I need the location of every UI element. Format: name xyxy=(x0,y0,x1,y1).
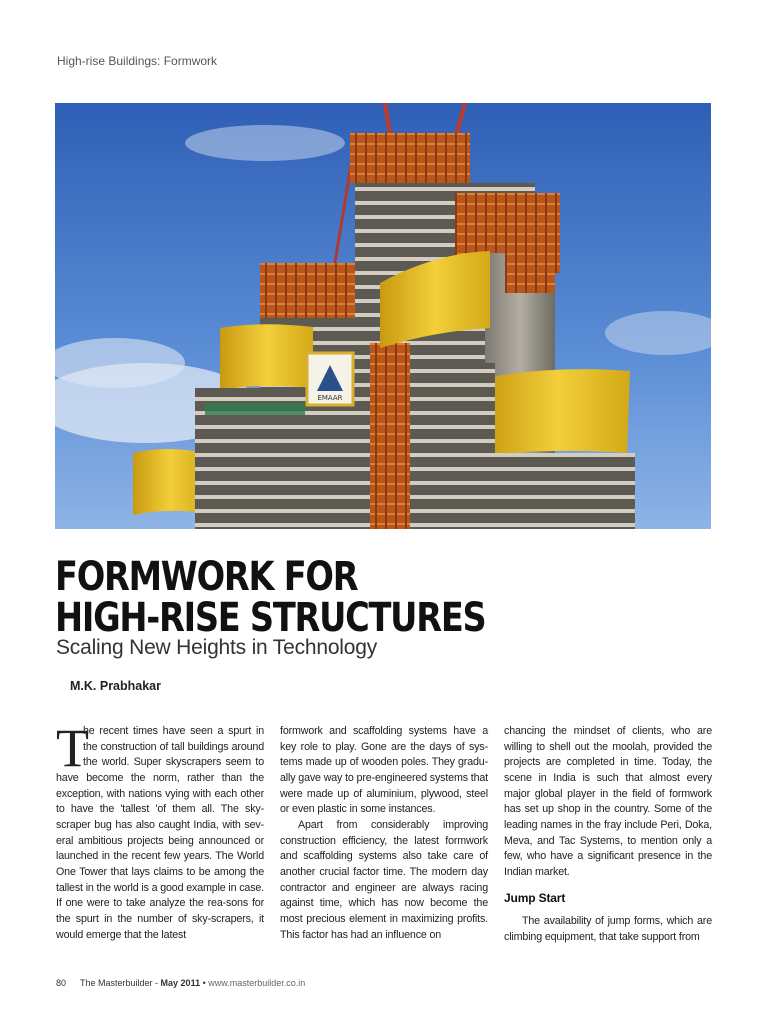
body-column-1 xyxy=(56,718,265,943)
section-label: High-rise Buildings: Formwork xyxy=(57,54,218,68)
paragraph: formwork and scaffolding systems have a key role to play. Gone are the days of sys-tems made up of wooden poles. They gradu-ally gave way to pre-engineered systems that were made up of aluminium, plywood, steel or even plastic in some instances. xyxy=(280,725,488,816)
paragraph: chancing the mindset of clients, who are willing to shell out the moolah, provided the projects are completed in time. Today, the scene in India is such that almost every major global player in the field of formwork has set up shop in the country. Some of the leading names in the fray include Peri, Doka, Meva, and Tac Systems, to mention only a few, who have a significant presence in the Indian market. xyxy=(504,725,712,878)
construction-tower-photo xyxy=(55,103,711,529)
paragraph: The availability of jump forms, which are climbing equipment, that take support from xyxy=(504,915,712,943)
paragraph: Apart from considerably improving construction efficiency, the latest formwork and scaffolding systems also take care of another crucial factor time. The modern day contractor and engineer are always racing against time, which has now become the most precious element in maximizing profits. This factor has had an influence on xyxy=(280,818,488,941)
title-line-1: FORMWORK FOR xyxy=(55,554,358,600)
paragraph-text: he recent times have seen a spurt in the construction of tall buildings around the world. Super skyscrapers seem to have become the norm, rather than the exception, with nations vying with each other to have the 'tallest 'of them all. The sky-scraper bug has also caught India, with sev-eral ambitious projects being announced or launched in the recent few years. The World One Tower that lays claims to be among the tallest in the world is a good example in case. If one were to take analyze the rea-sons for the spurt in the number of sky-scrapers, it would emerge that the latest xyxy=(56,725,265,941)
page-footer xyxy=(56,978,305,988)
author-byline: M.K. Prabhakar xyxy=(70,679,162,693)
publication-name: The Masterbuilder - xyxy=(80,978,161,988)
page-number: 80 xyxy=(56,978,67,988)
article-title xyxy=(55,554,486,641)
dropcap: T xyxy=(56,718,89,778)
article-subtitle: Scaling New Heights in Technology xyxy=(56,636,378,659)
issue-date: May 2011 xyxy=(160,978,201,988)
body-column-2 xyxy=(280,724,488,943)
emaar-sign-text: EMAAR xyxy=(317,394,343,402)
title-line-2: HIGH-RISE STRUCTURES xyxy=(55,595,486,641)
paragraph xyxy=(56,718,265,943)
website-link[interactable]: www.masterbuilder.co.in xyxy=(208,978,306,988)
hero-photo xyxy=(55,103,711,529)
footer-separator: • xyxy=(200,978,209,988)
body-column-3 xyxy=(504,724,712,946)
section-heading: Jump Start xyxy=(504,890,566,905)
